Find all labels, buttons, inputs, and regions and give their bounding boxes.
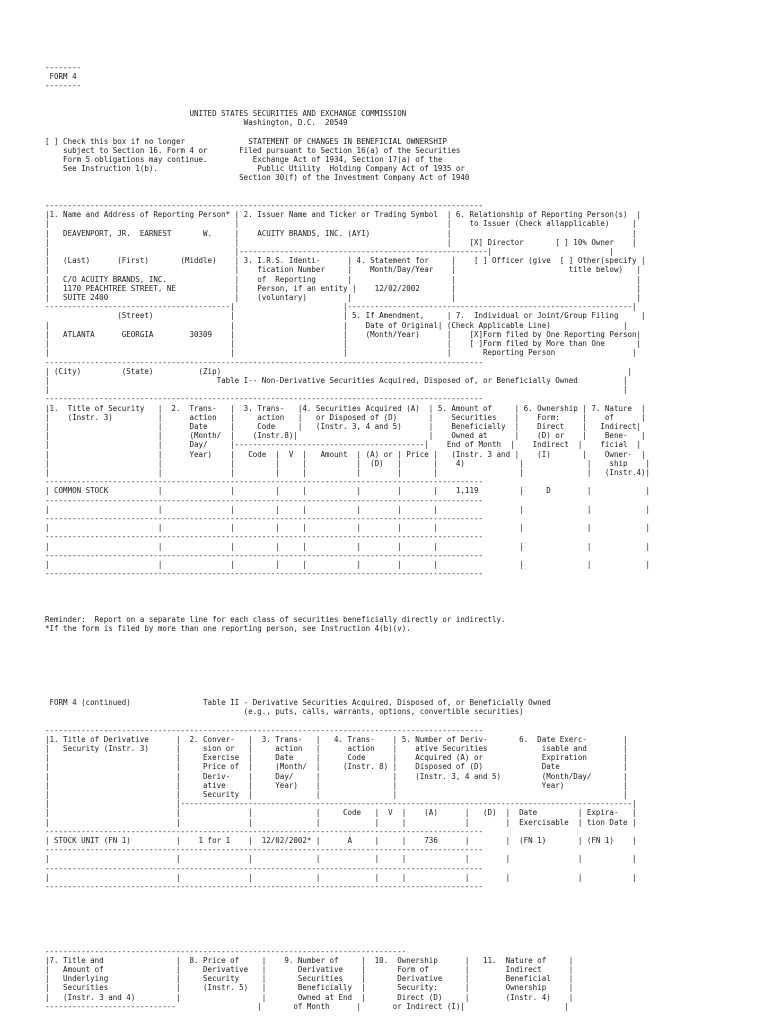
- document-line: -------------------------------------------------------------------------------------------------: [45, 826, 483, 836]
- document-line: | | | | | | | | | |: [45, 872, 637, 882]
- document-line: -------------------------------------------------------------------------------------------------: [45, 201, 483, 211]
- document-line: | (City) (State) (Zip) |: [45, 366, 632, 376]
- document-line: [ ] Check this box if no longer STATEMENT OF CHANGES IN BENEFICIAL OWNERSHIP: [45, 136, 447, 146]
- document-line: -------------------------------------------------------------------------------------------------: [45, 569, 483, 579]
- document-line: -------------------------------------------------------------------------------------------------: [45, 532, 483, 542]
- document-line: | Amount of | Derivative | Derivative | Form of | Indirect |: [45, 964, 574, 974]
- document-line: | | Price of | (Month/ | (Instr. 8) | Disposed of (D) Date |: [45, 762, 628, 772]
- document-line: | | Day/ |------------------------------------------| End of Month | Indirect | ficial |: [45, 440, 642, 450]
- document-line: FORM 4: [45, 72, 77, 82]
- document-line: -------------------------------------------------------------------------------------------------: [45, 495, 483, 505]
- document-line: -------------------------------------------------------------------------------------------------: [45, 550, 483, 560]
- document-line: (e.g., puts, calls, warrants, options, convertible securities): [45, 707, 524, 717]
- document-line: | Table I-- Non-Derivative Securities Acquired, Disposed of, or Beneficially Owned |: [45, 375, 628, 385]
- document-line: | | Date | Code | (Instr. 3, 4 and 5) | Beneficially | Direct | Indirect|: [45, 421, 642, 431]
- document-line: *If the form is filed by more than one reporting person, see Instruction 4(b)(v).: [45, 624, 411, 634]
- document-line: | C/O ACUITY BRANDS, INC. | of Reporting | | |: [45, 274, 642, 284]
- document-line: | | | | | | | | | | |: [45, 523, 651, 533]
- document-line: | | | | | | | | | |: [45, 854, 637, 864]
- document-line: | SUITE 2400 | (voluntary) | | |: [45, 293, 642, 303]
- document-line: |7. Title and | 8. Price of | 9. Number of | 10. Ownership | 11. Nature of |: [45, 955, 574, 965]
- document-line: ----------------------------- | of Month | or Indirect (I)| |: [45, 1001, 569, 1011]
- document-line: | | | [X] Director [ ] 10% Owner |: [45, 237, 637, 247]
- document-line: | | | | Reporting Person |: [45, 348, 637, 358]
- document-line: |1. Title of Security | 2. Trans- | 3. Trans- |4. Securities Acquired (A) | 5. Amount of | 6. Ownership | 7. Nature |: [45, 403, 646, 413]
- document-line: | | | | | | | | | | |: [45, 541, 651, 551]
- document-line: -------------------------------------------------------------------------------------------------: [45, 845, 483, 855]
- document-line: | STOCK UNIT (FN 1) | 1 for 1 | 12/02/2002* | A | | 736 | | (FN 1) | (FN 1) |: [45, 836, 637, 846]
- document-line: subject to Section 16. Form 4 or Filed pursuant to Section 16(a) of the Securities: [45, 145, 461, 155]
- document-line: | | | | | | (D) | | 4) | | ship |: [45, 458, 651, 468]
- document-line: | | | | | | | | Exercisable | tion Date |: [45, 817, 637, 827]
- document-line: UNITED STATES SECURITIES AND EXCHANGE COMMISSION: [45, 109, 407, 119]
- document-line: | | | | [ ]Form filed by More than One |: [45, 339, 642, 349]
- document-line: | (Instr. 3 and 4) | | Owned at End | Direct (D) | (Instr. 4) |: [45, 992, 574, 1002]
- document-line: | | | | | | | | | | (Instr.4)|: [45, 467, 651, 477]
- document-line: | |----------------------------------------------------------------------------------------------------|: [45, 799, 637, 809]
- document-line: Section 30(f) of the Investment Company Act of 1940: [45, 173, 470, 183]
- document-line: | | Exercise | Date | Code | Acquired (A) or Expiration |: [45, 753, 628, 763]
- document-line: |1. Name and Address of Reporting Person* | 2. Issuer Name and Ticker or Trading Symbol | 6. Relationship of Reporting Person(s) |: [45, 210, 642, 220]
- document-line: --------: [45, 63, 82, 72]
- document-line: | COMMON STOCK | | | | | | | 1,119 | D | |: [45, 486, 651, 496]
- document-line: -------------------------------------------------------------------------------------------------: [45, 477, 483, 487]
- document-line: --------------------------------------------------------------------------------: [45, 946, 407, 956]
- document-line: (Street) | | 5. If Amendment, | 7. Individual or Joint/Group Filing |: [45, 311, 646, 321]
- document-line: -------------------------------------------------------------------------------------------------: [45, 394, 483, 404]
- document-line: | | Security | | | |: [45, 790, 628, 800]
- form-4-document: [45, 63, 650, 1011]
- document-line: | | | | Code | V | (A) | (D) | Date | Expira- |: [45, 808, 637, 818]
- document-line: | |: [45, 385, 628, 395]
- document-line: | | ative | Year) | | Year) |: [45, 780, 628, 790]
- document-line: | | | | | | | | | | |: [45, 559, 651, 569]
- document-line: FORM 4 (continued) Table II - Derivative Securities Acquired, Disposed of, or Beneficially Owned: [45, 698, 551, 708]
- document-line: | Securities | (Instr. 5) | Beneficially | Security: | Ownership |: [45, 983, 574, 993]
- document-line: | (Last) (First) (Middle) | 3. I.R.S. Identi- | 4. Statement for | [ ] Officer (give [ ] Other(specify |: [45, 256, 646, 266]
- document-line: -------------------------------------------------------------------------------------------------: [45, 882, 483, 892]
- document-line: | | | to Issuer (Check allapplicable) |: [45, 219, 637, 229]
- document-line: | |-------------------------------------------------------| |: [45, 247, 614, 257]
- document-line: | | | | | | | | | | |: [45, 504, 651, 514]
- document-line: | | (Month/ | (Instr.8)| | Owned at | (D) or | Bene- |: [45, 431, 646, 441]
- document-line: -------------------------------------------------------------------------------------------------: [45, 725, 483, 735]
- document-line: --------: [45, 81, 82, 91]
- document-line: | | fication Number | Month/Day/Year | title below) |: [45, 265, 642, 275]
- document-line: | DEAVENPORT, JR. EARNEST W. | ACUITY BRANDS, INC. (AYI) | |: [45, 228, 637, 238]
- document-line: -------------------------------------------------------------------------------------------------: [45, 357, 483, 367]
- document-line: -------------------------------------------------------------------------------------------------: [45, 863, 483, 873]
- document-line: -------------------------------------------------------------------------------------------------: [45, 513, 483, 523]
- document-line: See Instruction 1(b). Public Utility Holding Company Act of 1935 or: [45, 164, 465, 174]
- document-line: | | Deriv- | Day/ | | (Instr. 3, 4 and 5) (Month/Day/ |: [45, 771, 628, 781]
- document-line: Reminder: Report on a separate line for each class of securities beneficially directly or indirectly.: [45, 615, 506, 625]
- document-line: |1. Title of Derivative | 2. Conver- | 3. Trans- | 4. Trans- | 5. Number of Deriv- 6. Date Exerc- |: [45, 734, 628, 744]
- document-line: | | | Date of Original| (Check Applicable Line) |: [45, 320, 628, 330]
- document-line: -----------------------------------------| |---------------------------------------------------------------|: [45, 302, 637, 312]
- document-line: | Security (Instr. 3) | sion or | action | action | ative Securities isable and |: [45, 744, 628, 754]
- document-line: Form 5 obligations may continue. Exchange Act of 1934, Section 17(a) of the: [45, 155, 443, 165]
- document-line: | ATLANTA GEORGIA 30309 | | (Month/Year) | [X]Form filed by One Reporting Person|: [45, 329, 642, 339]
- document-line: | | Year) | Code | V | Amount | (A) or | Price | (Instr. 3 and | (I) | Owner- |: [45, 449, 646, 459]
- document-line: | Underlying | Security | Securities | Derivative | Beneficial |: [45, 974, 574, 984]
- document-line: | 1170 PEACHTREE STREET, NE | Person, if an entity | 12/02/2002 | |: [45, 283, 642, 293]
- document-line: Washington, D.C. 20549: [45, 118, 348, 128]
- document-line: | (Instr. 3) | action | action | or Disposed of (D) | Securities | Form: | of |: [45, 412, 646, 422]
